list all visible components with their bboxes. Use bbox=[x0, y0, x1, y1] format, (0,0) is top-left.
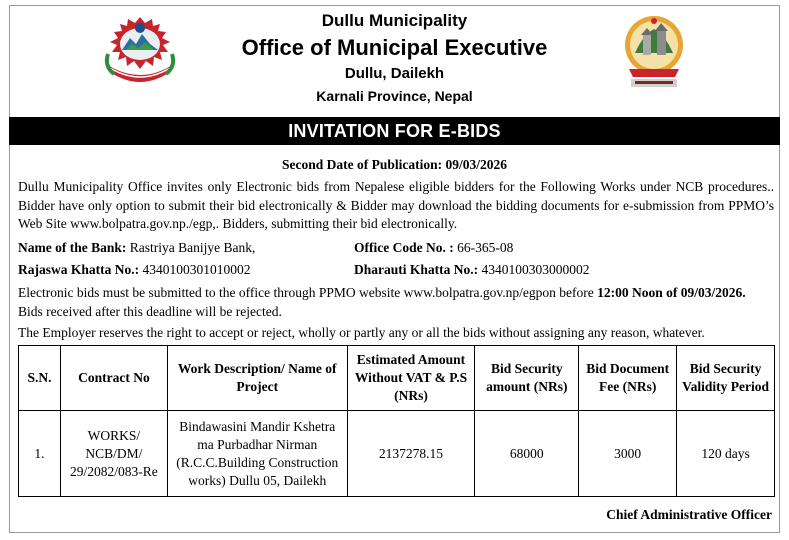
province: Karnali Province, Nepal bbox=[316, 88, 473, 104]
cell-work-description: Bindawasini Mandir Kshetra ma Purbadhar Nirman (R.C.C.Building Construction works) Dullu 05, Dailekh bbox=[167, 411, 347, 497]
cell-sn: 1. bbox=[19, 411, 61, 497]
municipality-name: Dullu Municipality bbox=[321, 11, 468, 30]
dharauti-account bbox=[354, 262, 590, 278]
header-validity: Bid Security Validity Period bbox=[677, 346, 775, 411]
dharauti-value: 4340100303000002 bbox=[478, 262, 590, 277]
bank-name bbox=[18, 240, 255, 256]
dharauti-label: Dharauti Khatta No.: bbox=[354, 262, 479, 277]
office-code bbox=[354, 240, 513, 256]
office-location: Dullu, Dailekh bbox=[344, 65, 445, 82]
rajaswa-label: Rajaswa Khatta No.: bbox=[18, 262, 140, 277]
office-code-label: Office Code No. : bbox=[354, 240, 454, 255]
header-document-fee: Bid Document Fee (NRs) bbox=[579, 346, 677, 411]
rejection-note: Bids received after this deadline will be rejected. bbox=[18, 303, 282, 319]
intro-paragraph: Dullu Municipality Office invites only Electronic bids from Nepalese eligible bidders for the Following Works under NCB procedures.. Bidder have only option to submit their bid electronically & Bidder may download the bidding documents for e-submission from PPMO’s Web Site www.bolpatra.gov.np./egp,. Bidders, submitting their bid electronically. bbox=[18, 179, 774, 231]
cell-validity: 120 days bbox=[677, 411, 775, 497]
rajaswa-value: 4340100301010002 bbox=[139, 262, 251, 277]
office-code-value: 66-365-08 bbox=[453, 240, 514, 255]
cell-contract-no: WORKS/ NCB/DM/ 29/2082/083-Re bbox=[60, 411, 167, 497]
publication-date: Second Date of Publication: 09/03/2026 bbox=[282, 157, 507, 172]
submission-paragraph bbox=[18, 284, 774, 321]
header-estimated-amount: Estimated Amount Without VAT & P.S (NRs) bbox=[347, 346, 475, 411]
table-header-row bbox=[19, 346, 775, 411]
bank-label: Name of the Bank: bbox=[18, 240, 127, 255]
signatory-title: Chief Administrative Officer bbox=[606, 507, 772, 522]
header-bid-security: Bid Security amount (NRs) bbox=[475, 346, 579, 411]
cell-bid-security: 68000 bbox=[475, 411, 579, 497]
reserve-rights: The Employer reserves the right to accept or reject, wholly or partly any or all the bids without assigning any reason, whatever. bbox=[18, 325, 705, 340]
office-title: Office of Municipal Executive bbox=[241, 35, 548, 60]
header-contract-no: Contract No bbox=[60, 346, 167, 411]
table-row bbox=[19, 411, 775, 497]
cell-estimated-amount: 2137278.15 bbox=[347, 411, 475, 497]
bank-value: Rastriya Banijye Bank, bbox=[126, 240, 256, 255]
submission-text: Electronic bids must be submitted to the office through PPMO website www.bolpatra.gov.np/egpon before bbox=[18, 285, 598, 300]
notice-banner: INVITATION FOR E-BIDS bbox=[9, 117, 780, 145]
cell-document-fee: 3000 bbox=[579, 411, 677, 497]
header-sn: S.N. bbox=[19, 346, 61, 411]
rajaswa-account bbox=[18, 262, 251, 278]
submission-deadline: 12:00 Noon of 09/03/2026. bbox=[597, 285, 746, 300]
header-work-description: Work Description/ Name of Project bbox=[167, 346, 347, 411]
works-table bbox=[18, 345, 775, 497]
